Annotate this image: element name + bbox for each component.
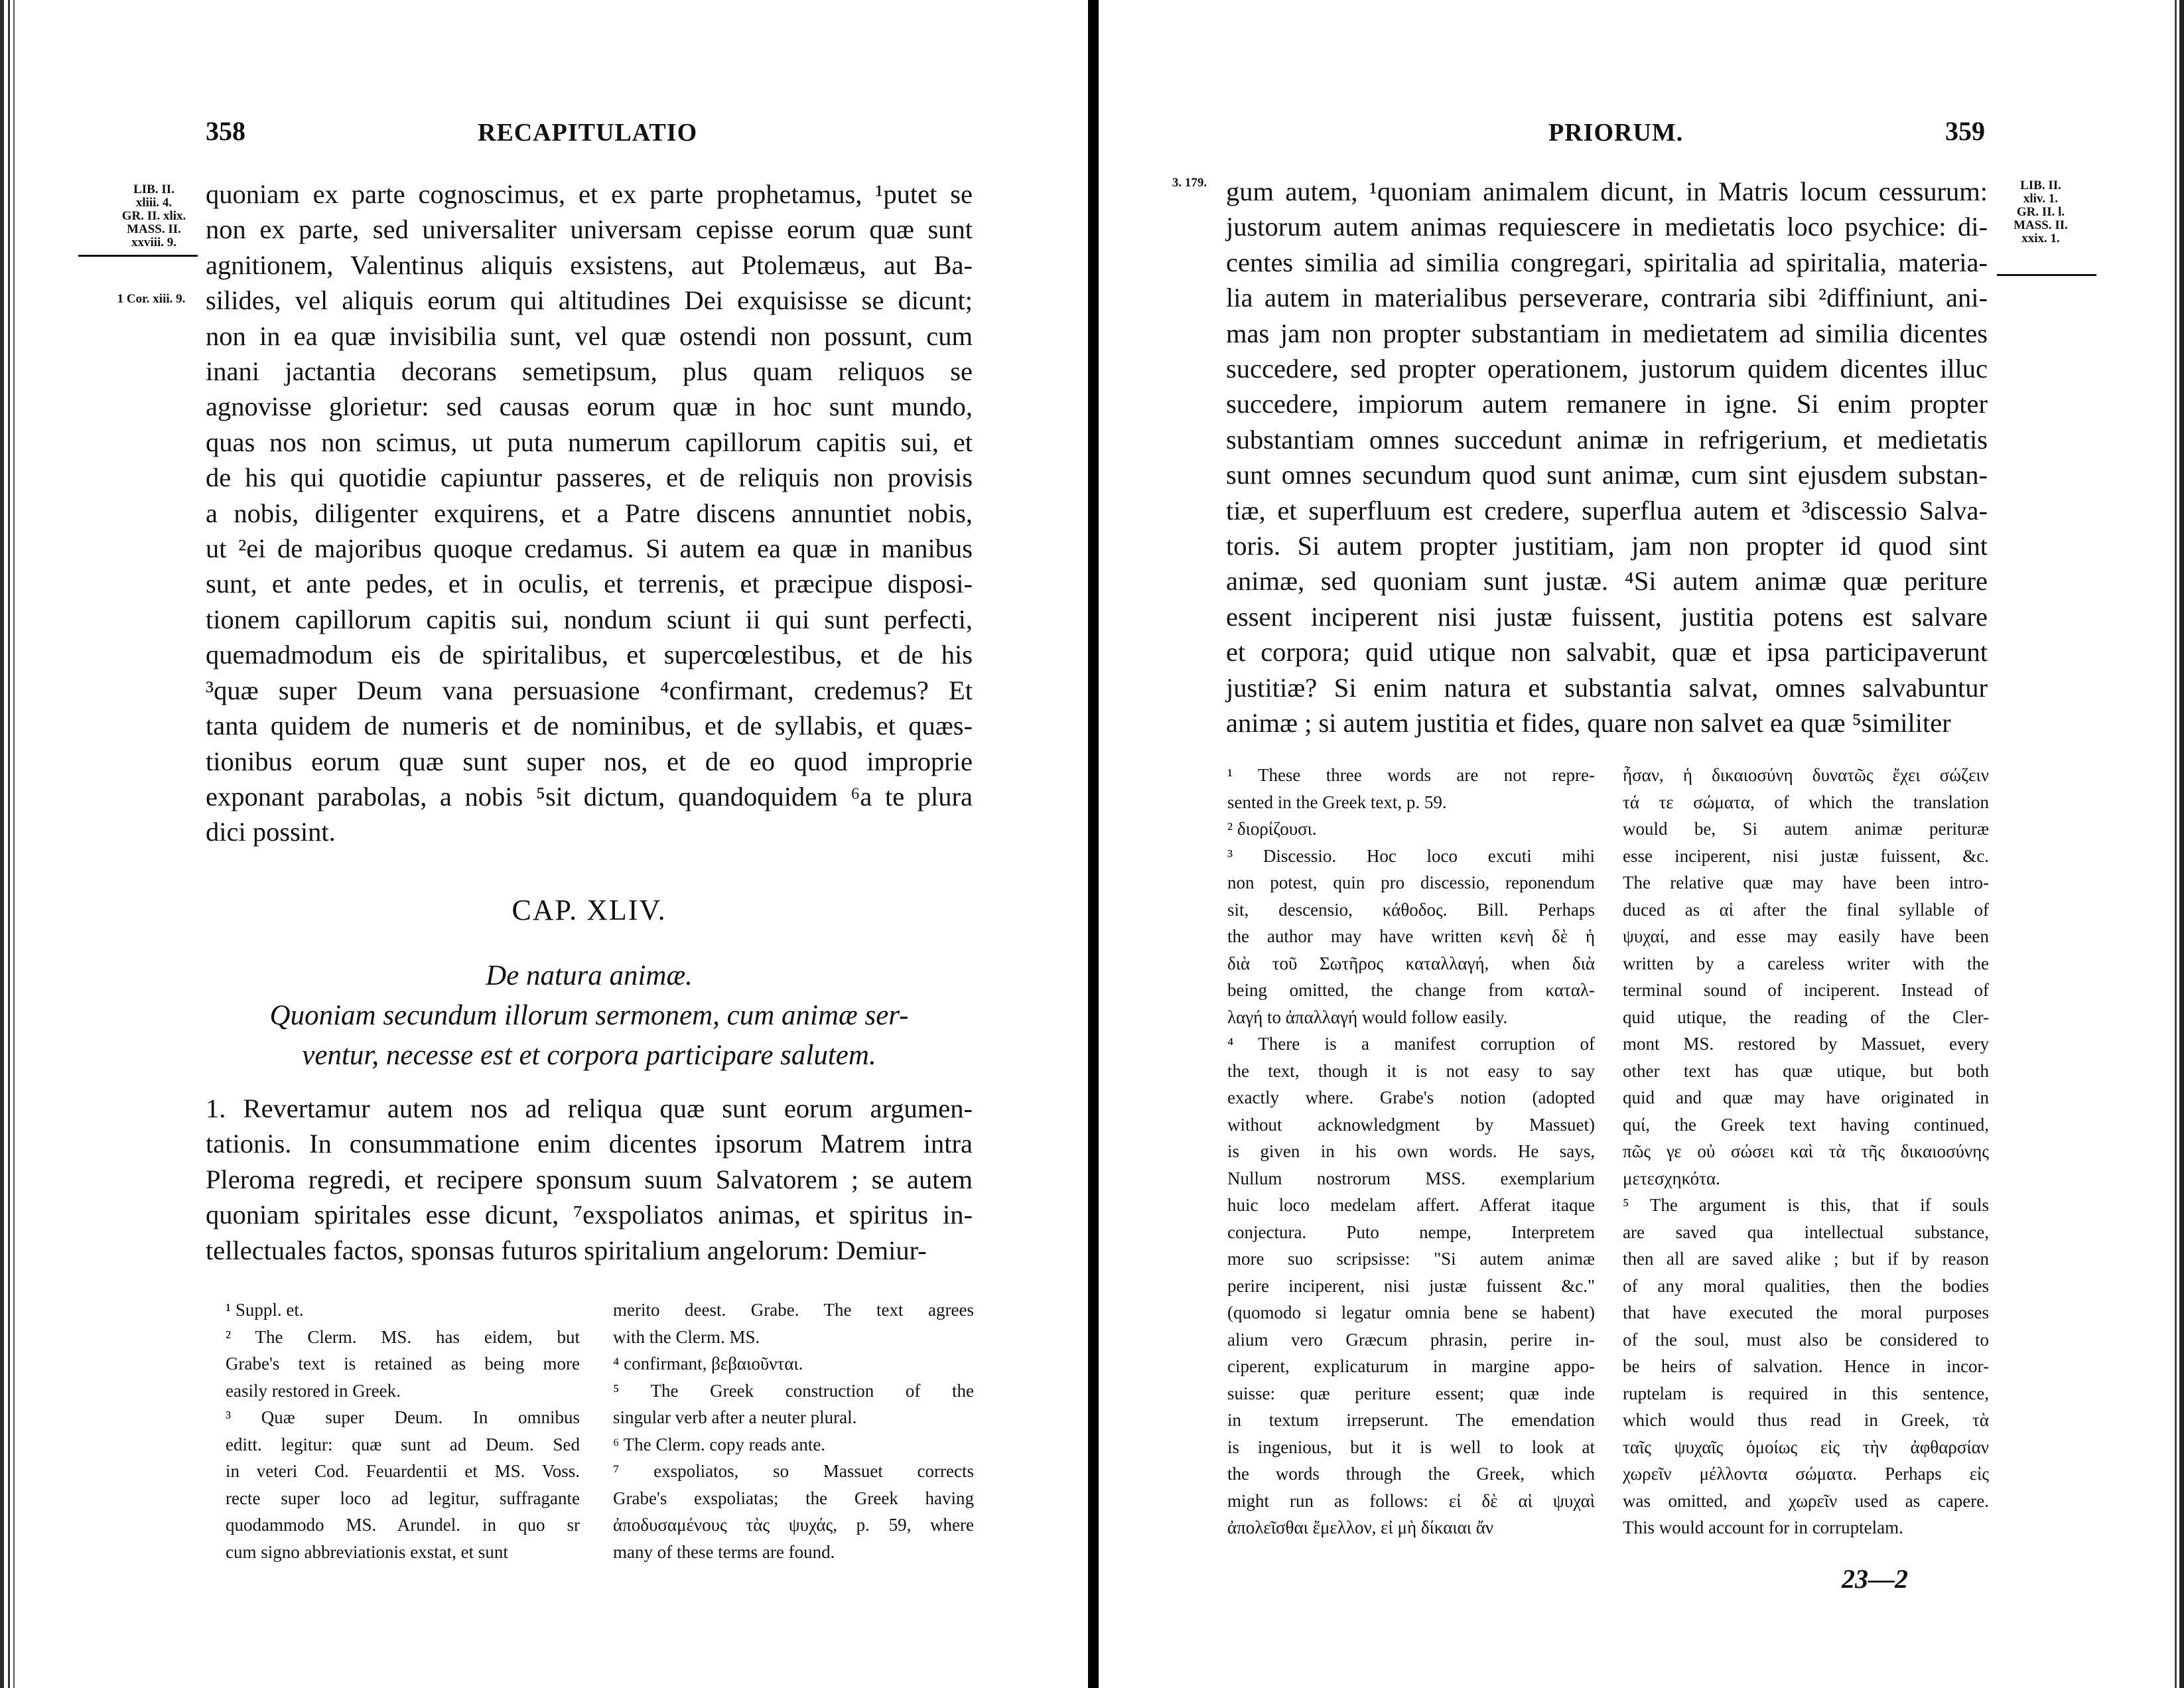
footnote-line: quid utique, the reading of the Cler- [1623, 1007, 1989, 1027]
footnote-line: μετεσχηκότα. [1623, 1168, 1720, 1188]
footnote-line: might run as follows: εἰ δὲ αἱ ψυχαὶ [1227, 1490, 1595, 1511]
footnote-line: of any moral qualities, then the bodies [1623, 1275, 1989, 1296]
main-text-left [206, 176, 973, 850]
text-line: sunt, et ante pedes, et in oculis, et terrenis, et præcipue disposi- [206, 569, 973, 599]
page-number-left: 358 [206, 116, 245, 146]
footnote-line: easily restored in Greek. [226, 1380, 401, 1401]
footnote-line: would be, Si autem animæ perituræ [1623, 819, 1989, 839]
footnotes-right-column-2 [1623, 762, 1989, 1541]
text-line: ³quæ super Deum vana persuasione ⁴confirmant, credemus? Et [206, 675, 973, 705]
footnote-line: χωρεῖν μέλλοντα σώματα. Perhaps εἰς [1623, 1464, 1989, 1484]
footnote-line: suisse: quæ periture essent; quæ inde [1227, 1383, 1595, 1403]
chapter-heading: CAP. XLIV. [512, 894, 667, 926]
text-line: ut ²ei de majoribus quoque credamus. Si autem ea quæ in manibus [206, 533, 973, 564]
footnote-line: was omitted, and χωρεῖν used as capere. [1623, 1490, 1989, 1511]
text-line: centes similia ad similia congregari, spiritalia ad spiritalia, materia- [1226, 247, 1988, 277]
footnote-line: the words through the Greek, which [1227, 1464, 1595, 1484]
margin-reference-page: 3. 179. [1172, 176, 1207, 190]
footnote-line: alium vero Græcum phrasin, perire in- [1227, 1329, 1595, 1350]
footnote-line: quid and quæ may have originated in [1623, 1088, 1989, 1107]
text-line: silides, vel aliquis eorum qui altitudines Dei exquisisse se dicunt; [206, 285, 973, 316]
footnote-line: ruptelam is required in this sentence, [1623, 1383, 1989, 1403]
footnote-line: perire inciperent, nisi justæ fuissent &c." [1227, 1275, 1595, 1296]
margin-rule-left [78, 255, 198, 257]
footnote-line: ² διορίζουσι. [1227, 819, 1317, 839]
chapter-summary-line-1: Quoniam secundum illorum sermonem, cum animæ ser- [269, 1000, 909, 1031]
margin-rule-right [1997, 274, 2096, 276]
text-line: exponant parabolas, a nobis ⁵sit dictum, quandoquidem ⁶a te plura [206, 781, 973, 811]
footnote-line: which would thus read in Greek, τὰ [1623, 1410, 1989, 1430]
footnote-line: διὰ τοῦ Σωτῆρος καταλλαγή, when διὰ [1227, 953, 1595, 973]
text-line: tanta quidem de numeris et de nominibus, et de syllabis, et quæs- [206, 711, 973, 741]
text-line: de his qui quotidie capiuntur passeres, et de reliquis non provisis [206, 462, 973, 493]
footnote-line: singular verb after a neuter plural. [613, 1407, 857, 1427]
footnote-line: ¹ These three words are not repre- [1227, 765, 1595, 785]
chapter-title: De natura animæ. [486, 960, 693, 991]
footnote-line: are saved qua intellectual substance, [1623, 1222, 1989, 1242]
footnote-line: in veteri Cod. Feuardentii et MS. Voss. [226, 1461, 580, 1481]
page-edge-left [0, 0, 27, 1688]
text-line: sunt omnes secundum quod sunt animæ, cum sint ejusdem substan- [1226, 460, 1988, 490]
footnote-line: in textum irrepserunt. The emendation [1227, 1410, 1595, 1430]
footnote-line: ⁴ There is a manifest corruption of [1227, 1034, 1595, 1054]
footnote-line: merito deest. Grabe. The text agrees [613, 1300, 974, 1320]
footnotes-left-column-1 [226, 1297, 580, 1565]
footnote-line: ⁵ The argument is this, that if souls [1623, 1195, 1989, 1215]
footnote-line: ⁷ exspoliatos, so Massuet corrects [613, 1461, 974, 1481]
text-line: a nobis, diligenter exquirens, et a Patre discens annuntiet nobis, [206, 498, 973, 528]
footnote-line: many of these terms are found. [613, 1541, 835, 1562]
text-line: Pleroma regredi, et recipere sponsum suum Salvatorem ; se autem [206, 1164, 973, 1194]
footnote-line: huic loco medelam affert. Afferat itaque [1227, 1195, 1595, 1215]
text-line: quoniam spiritales esse dicunt, ⁷exspoliatos animas, et spiritus in- [206, 1200, 973, 1230]
text-line: non ex parte, sed universaliter universam cepisse eorum quæ sunt [206, 214, 973, 245]
running-head-right: PRIORUM. [1548, 119, 1684, 147]
footnote-line: πῶς γε οὐ σώσει καὶ τὰ τῆς δικαιοσύνης [1623, 1141, 1989, 1161]
page-edge-right [2168, 0, 2184, 1688]
text-line: toris. Si autem propter justitiam, jam non propter id quod sint [1226, 531, 1988, 561]
footnote-line: more suo scripsisse: "Si autem animæ [1227, 1249, 1595, 1269]
text-line: substantiam omnes succedunt animæ in refrigerium, et medietatis [1226, 424, 1988, 455]
footnote-line: esse inciperent, nisi justæ fuissent, &c. [1623, 845, 1989, 866]
footnote-line: quί, the Greek text having continued, [1623, 1114, 1989, 1135]
footnote-line: quodammodo MS. Arundel. in quo sr [226, 1515, 580, 1535]
text-line: succedere, impiorum autem remanere in igne. Si enim propter [1226, 389, 1988, 419]
text-line: quemadmodum eis de spiritalibus, et supercœlestibus, et de his [206, 640, 973, 670]
footnote-line: ταῖς ψυχαῖς ὁμοίως εἰς τὴν ἀφθαρσίαν [1623, 1437, 1989, 1457]
text-line: animæ ; si autem justitia et fides, quare non salvet ea quæ ⁵similiter [1226, 708, 1951, 738]
footnote-line: without acknowledgment by Massuet) [1227, 1114, 1595, 1135]
margin-reference-lib: LIB. II. xliii. 4. GR. II. xlix. MASS. II. xxviii. 9. [121, 182, 186, 249]
footnote-line: of the soul, must also be considered to [1623, 1329, 1989, 1350]
footnotes-right-column-1 [1227, 762, 1595, 1541]
text-line: justitiæ? Si enim natura et substantia salvat, omnes salvabuntur [1226, 672, 1988, 703]
footnote-line: τά τε σώματα, of which the translation [1623, 792, 1989, 812]
footnote-line: the text, though it is not easy to say [1227, 1060, 1595, 1081]
footnote-line: editt. legitur: quæ sunt ad Deum. Sed [226, 1434, 580, 1454]
text-line: dici possint. [206, 817, 336, 847]
text-line: tionem capillorum capitis sui, nondum sciunt ii qui sunt perfecti, [206, 604, 973, 634]
running-head-left: RECAPITULATIO [478, 119, 698, 147]
text-line: essent inciperent nisi justæ fuissent, justitia potens est salvare [1226, 601, 1988, 632]
text-line: tellectuales factos, sponsas futuros spiritalium angelorum: Demiur- [206, 1235, 927, 1265]
footnote-line: λαγή to ἀπαλλαγή would follow easily. [1227, 1007, 1508, 1027]
footnote-line: exactly where. Grabe's notion (adopted [1227, 1088, 1595, 1107]
text-line: tionibus eorum quæ sunt super nos, et de eo quod improprie [206, 746, 973, 776]
page-number-right: 359 [1945, 116, 1985, 146]
footnote-line: ⁵ The Greek construction of the [613, 1380, 974, 1401]
margin-reference-cor: 1 Cor. xiii. 9. [117, 292, 186, 306]
footnote-line: ἀπολεῖσθαι ἔμελλον, εἰ μὴ δίκαιαι ἄν [1227, 1517, 1494, 1537]
text-line: justorum autem animas requiescere in medietatis loco psychice: di- [1226, 212, 1988, 242]
text-line: succedere, sed propter operationem, justorum quidem dicentes illuc [1226, 354, 1988, 384]
footnote-line: the author may have written κενὴ δὲ ἡ [1227, 926, 1595, 946]
signature-mark: 23—2 [1842, 1564, 1908, 1594]
footnote-line: terminal sound of inciperent. Instead of [1623, 980, 1989, 1000]
footnote-line: Grabe's text is retained as being more [226, 1354, 580, 1373]
text-line: 1. Revertamur autem nos ad reliqua quæ sunt eorum argumen- [206, 1093, 973, 1123]
text-line: non in ea quæ invisibilia sunt, vel quæ ostendi non possunt, cum [206, 320, 973, 351]
footnote-line: ³ Quæ super Deum. In omnibus [226, 1407, 580, 1427]
footnote-line: with the Clerm. MS. [613, 1326, 760, 1347]
footnote-line: ἀποδυσαμένους τὰς ψυχάς, p. 59, where [613, 1515, 974, 1535]
footnote-line: then all are saved alike ; but if by reason [1623, 1249, 1989, 1269]
footnote-line: conjectura. Puto nempe, Interpretem [1227, 1222, 1595, 1242]
footnote-line: ³ Discessio. Hoc loco excuti mihi [1227, 845, 1595, 866]
text-line: tiæ, et superfluum est credere, superflua autem et ³discessio Salva- [1226, 495, 1988, 526]
footnote-line: cum signo abbreviationis exstat, et sunt [226, 1541, 508, 1562]
footnote-line: Grabe's exspoliatas; the Greek having [613, 1488, 974, 1508]
footnote-line: ⁶ The Clerm. copy reads ante. [613, 1434, 826, 1454]
text-line: agnitionem, Valentinus aliquis exsistens, aut Ptolemæus, aut Ba- [206, 249, 973, 280]
text-line: mas jam non propter substantiam in medietatem ad similia dicentes [1226, 318, 1988, 348]
footnote-line: ⁴ confirmant, βεβαιοῦνται. [613, 1354, 803, 1373]
text-line: quoniam ex parte cognoscimus, et ex parte prophetamus, ¹putet se [206, 179, 973, 209]
text-line: inani jactantia decorans semetipsum, plus quam reliquos se [206, 356, 973, 387]
footnote-line: ¹ Suppl. et. [226, 1300, 304, 1320]
chapter-summary-line-2: ventur, necesse est et corpora participare salutem. [302, 1040, 876, 1071]
footnote-line: This would account for in corruptelam. [1623, 1517, 1903, 1537]
footnotes-left-column-2 [613, 1297, 974, 1565]
book-gutter [1061, 0, 1124, 1688]
text-line: agnovisse glorietur: sed causas eorum quæ in hoc sunt mundo, [206, 391, 973, 422]
text-line: tationis. In consummatione enim dicentes ipsorum Matrem intra [206, 1129, 973, 1159]
text-line: gum autem, ¹quoniam animalem dicunt, in Matris locum cessurum: [1226, 176, 1988, 206]
footnote-line: non potest, quin pro discessio, reponendum [1227, 873, 1595, 892]
footnote-line: ἦσαν, ἡ δικαιοσύνη δυνατῶς ἔχει σώζειν [1623, 765, 1989, 785]
margin-reference-lib-right: LIB. II. xliv. 1. GR. II. l. MASS. II. xxix. 1. [2013, 178, 2068, 246]
footnote-line: other text has quæ utique, but both [1623, 1060, 1989, 1081]
footnote-line: be heirs of salvation. Hence in incor- [1623, 1356, 1989, 1376]
text-line: et corpora; quid utique non salvabit, quæ et ipsa participaverunt [1226, 637, 1988, 668]
footnote-line: written by a careless writer with the [1623, 953, 1989, 973]
footnote-line: is given in his own words. He says, [1227, 1141, 1595, 1161]
text-line: quas nos non scimus, ut puta numerum capillorum capitis sui, et [206, 427, 973, 457]
footnote-line: that have executed the moral purposes [1623, 1302, 1989, 1322]
footnote-line: ciperent, explicaturum in margine appo- [1227, 1356, 1595, 1376]
footnote-line: mont MS. restored by Massuet, every [1623, 1034, 1989, 1054]
footnote-line: ψυχαί, and esse may easily have been [1623, 926, 1989, 946]
main-text-right [1226, 174, 1988, 741]
footnote-line: being omitted, the change from καταλ- [1227, 980, 1595, 1000]
text-line: lia autem in materialibus perseverare, contraria sibi ²diffiniunt, ani- [1226, 283, 1988, 313]
footnote-line: ² The Clerm. MS. has eidem, but [226, 1326, 580, 1347]
footnote-line: The relative quæ may have been intro- [1623, 873, 1989, 892]
footnote-line: duced as αἱ after the final syllable of [1623, 899, 1989, 920]
footnote-line: recte super loco ad legitur, suffragante [226, 1488, 580, 1508]
footnote-line: (quomodo si legatur omnia bene se habent) [1227, 1302, 1595, 1322]
footnote-line: sented in the Greek text, p. 59. [1227, 792, 1447, 812]
footnote-line: sit, descensio, κάθοδος. Bill. Perhaps [1227, 899, 1595, 920]
chapter-text [206, 1091, 973, 1268]
footnote-line: Nullum nostrorum MSS. exemplarium [1227, 1168, 1595, 1188]
footnote-line: is ingenious, but it is well to look at [1227, 1437, 1595, 1457]
text-line: animæ, sed quoniam sunt justæ. ⁴Si autem animæ quæ periture [1226, 566, 1988, 597]
